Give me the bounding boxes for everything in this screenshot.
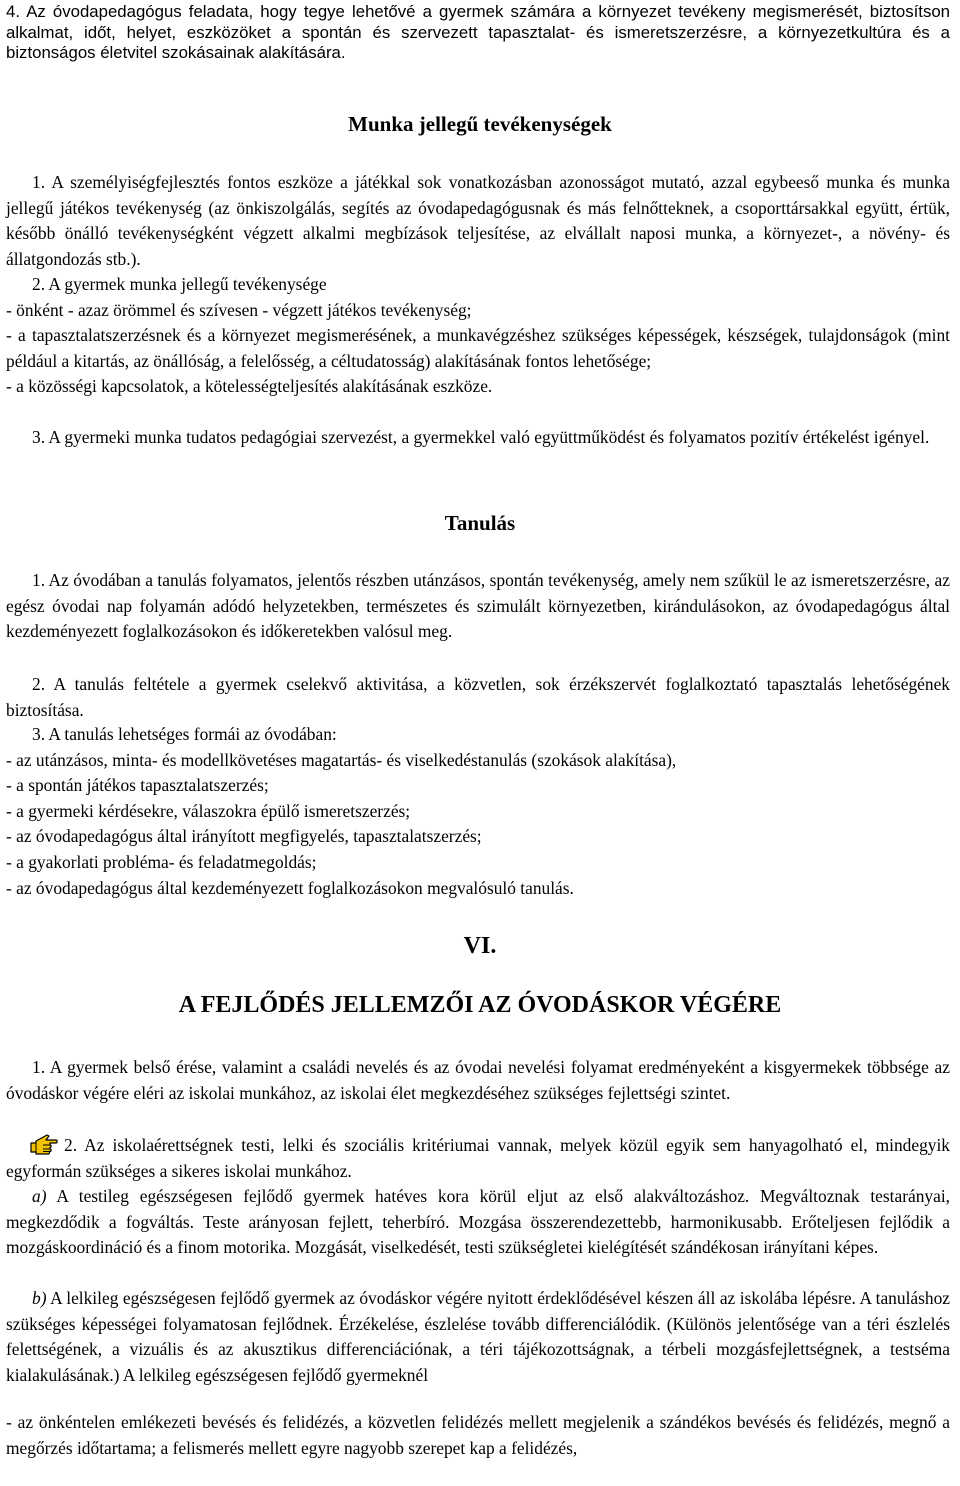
tanulas-list-item: - az utánzásos, minta- és modellkövetéses magatartás- és viselkedéstanulás (szokások alakítása), [6,749,677,770]
chapter-paragraph-b-text: A lelkileg egészségesen fejlődő gyermek az óvodáskor végére nyitott érdeklődésével készen áll az iskolába lépésre. A tanuláshoz szükséges képességei folyamatosan fejlődnek. Érzékelése, észlelése tovább differenciálódik. (Különös jelentősége van a téri észlelés felettségének, a vizuális és az akusztikus differenciációnak, a téri tájékozottságnak, a térbeli mozgásfejlettségnek, a testséma kialakulásának.) A lelkileg egészségesen fejlődő gyermeknél [6,1288,950,1385]
munka-list-item: - a közösségi kapcsolatok, a kötelességteljesítés alakításának eszköze. [6,376,493,397]
chapter-paragraph-1: 1. A gyermek belső érése, valamint a családi nevelés és az óvodai nevelési folyamat eredményeként a kisgyermekek többsége az óvodáskor végére eléri az iskolai munkához, az iskolai élet megkezdéséhez szükséges fejlettségi szintet. [6,1057,950,1103]
munka-list-item: - önként - azaz örömmel és szívesen - végzett játékos tevékenység; [6,299,472,320]
munka-list-item: - a tapasztalatszerzésnek és a környezet megismerésének, a munkavégzéshez szükséges képességek, készségek, tulajdonságok (mint például a kitartás, az önállóság, a felelősség, a céltudatosság) alakításának fontos lehetősége; [6,325,950,371]
munka-paragraph-3: 3. A gyermeki munka tudatos pedagógiai szervezést, a gyermekkel való együttműködést és folyamatos pozitív értékelést igényel. [32,427,930,447]
chapter-paragraph-a [6,1184,950,1261]
item-label-a: a) [32,1186,47,1206]
munka-paragraph-1: 1. A személyiségfejlesztés fontos eszköze a játékkal sok vonatkozásban azonosságot mutató, azzal egybeeső munka és munka jellegű játékos tevékenység (az önkiszolgálás, segítés az óvodapedagógusnak és más felnőtteknek, a csoporttársakkal együtt, értük, később önálló tevékenységként végzett alkalmi megbízások teljesítése, az elvállalt naposi munka, a környezet-, a növény- és állatgondozás stb.). [6,172,950,269]
tanulas-list-item: - a spontán játékos tapasztalatszerzés; [6,775,269,796]
munka-paragraph-2-head: 2. A gyermek munka jellegű tevékenysége [32,274,327,294]
chapter-paragraph-b [6,1286,950,1388]
tanulas-list-item: - az óvodapedagógus által kezdeményezett foglalkozásokon megvalósuló tanulás. [6,877,574,898]
munka-paragraph-2 [6,272,950,400]
tanulas-paragraph-2: 2. A tanulás feltétele a gyermek cselekvő aktivitása, a közvetlen, sok érzékszervét foglalkoztató tapasztalás lehetőségének biztosítása. [6,674,950,720]
section-title-munka: Munka jellegű tevékenységek [348,112,612,136]
item-label-b: b) [32,1288,47,1308]
chapter-paragraph-2 [6,1133,950,1184]
tanulas-list-item: - az óvodapedagógus által irányított megfigyelés, tapasztalatszerzés; [6,826,482,847]
tanulas-paragraph-1: 1. Az óvodában a tanulás folyamatos, jelentős részben utánzásos, spontán tevékenység, amely nem szűkül le az ismeretszerzésre, az egész óvodai nap folyamán adódó helyzetekben, természetes és szimulált környezetben, kirándulásokon, az óvodapedagógus által kezdeményezett foglalkozásokon és időkeretekben valósul meg. [6,570,950,642]
pointing-hand-icon [30,1133,58,1155]
tanulas-list-item: - a gyermeki kérdésekre, válaszokra épülő ismeretszerzés; [6,800,411,821]
chapter-title: A FEJLŐDÉS JELLEMZŐI AZ ÓVODÁSKOR VÉGÉRE [178,992,782,1018]
section-title-tanulas: Tanulás [444,511,516,535]
chapter-paragraph-a-text: A testileg egészségesen fejlődő gyermek hatéves kora körül eljut az első alakváltozáshoz. Megváltoznak testarányai, megkezdődik a fogváltás. Teste arányosan fejlett, teherbíró. Mozgása összerendezettebb, harmonikusabb. Erőteljesen fejlődik a mozgáskoordináció és a finom motorika. Mozgását, viselkedését, testi szükségletei kielégítését szándékosan irányítani képes. [6,1186,950,1258]
tanulas-paragraph-3 [6,722,950,901]
chapter-paragraph-2-text: 2. Az iskolaérettségnek testi, lelki és szociális kritériumai vannak, melyek közül egyik sem hanyagolható el, mindegyik egyformán szükséges a sikeres iskolai munkához. [6,1135,950,1181]
chapter-number: VI. [463,933,497,959]
chapter-list-item: - az önkéntelen emlékezeti bevésés és felidézés, a közvetlen felidézés mellett megjelenik a szándékos bevésés és felidézés, megnő a megőrzés időtartama; a felismerés mellett egyre nagyobb szerepet kap a felidézés, [6,1412,950,1458]
intro-paragraph-4: 4. Az óvodapedagógus feladata, hogy tegye lehetővé a gyermek számára a környezet tevékeny megismerését, biztosítson alkalmat, időt, helyet, eszközöket a spontán és szervezett tapasztalat- és ismeretszerzésre, a környezetkultúra és a biztonságos életvitel szokásainak alakítására. [6,2,950,63]
tanulas-paragraph-3-head: 3. A tanulás lehetséges formái az óvodában: [32,724,337,744]
tanulas-list-item: - a gyakorlati probléma- és feladatmegoldás; [6,851,317,872]
